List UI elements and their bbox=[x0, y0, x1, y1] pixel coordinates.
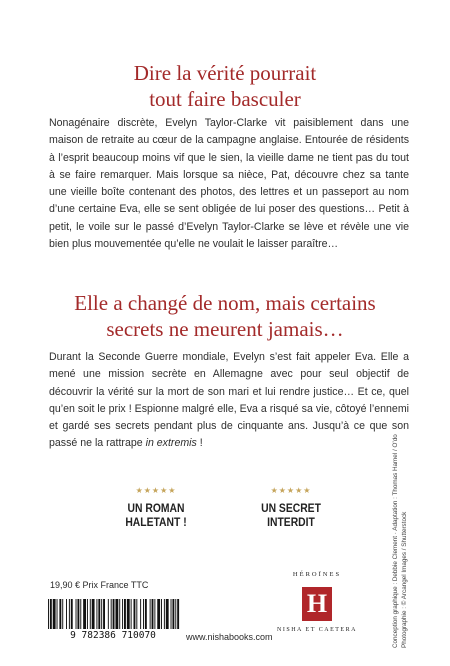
credits-line: Photographie : © Arcangel Images / Shutterstock bbox=[400, 511, 408, 648]
tagline-line: UN ROMAN bbox=[127, 503, 185, 515]
tagline-line: HALETANT ! bbox=[125, 517, 187, 529]
heading-line: Elle a changé de nom, mais certains bbox=[74, 291, 376, 315]
credits-line: Conception graphique : Debbie Clement · Adaptation : Thomas Hamel / O’do bbox=[392, 434, 399, 648]
summary-paragraph-1: Nonagénaire discrète, Evelyn Taylor-Clarke vit paisiblement dans une maison de retraite au cœur de la campagne anglaise. Entourée de résidents à l’esprit beaucoup moins vif que le sien, la vieille dame ne tient pas du tout à se faire remarquer. Mais lorsque sa nièce, Pat, découvre chez sa tante une vieille boîte contenant des photos, des lettres et un passeport au nom d’une certaine Eva, elle se sent obligée de lui poser des questions… Petit à petit, le voile sur le passé d’Evelyn Taylor-Clarke se lève et révèle une vie bien plus mouvementée qu’elle ne voulait le laisser paraître… bbox=[49, 117, 409, 251]
heading-line: tout faire basculer bbox=[149, 87, 301, 111]
rating-stars-icon: ★★★★★ bbox=[270, 486, 312, 495]
logo-bottom-text: NISHA ET CAETERA bbox=[277, 627, 357, 633]
credits-vertical bbox=[392, 413, 409, 648]
tagline-text bbox=[242, 502, 341, 530]
paragraph-text: Durant la Seconde Guerre mondiale, Evelyn s’est fait appeler Eva. Elle a mené une mission secrète en Allemagne avec pour seul objectif de découvrir la vérité sur la mort de son mari et lui rendre justice… Et ce, quel qu’en soit le prix ! Espionne malgré elle, Eva a risqué sa vie, côtoyé l’ennemi et gardé ses secrets pendant plus de cinquante ans. Jusqu’à ce que son passé ne la rattrape bbox=[49, 351, 409, 450]
rating-stars-icon: ★★★★★ bbox=[135, 486, 177, 495]
heading-line: Dire la vérité pourrait bbox=[133, 61, 317, 85]
tagline-line: INTERDIT bbox=[267, 517, 315, 529]
price-label: 19,90 € Prix France TTC bbox=[50, 580, 149, 590]
paragraph-end: ! bbox=[196, 437, 203, 450]
logo-h-icon: H bbox=[302, 587, 332, 621]
heading-truth bbox=[40, 60, 410, 112]
review-tagline-1 bbox=[101, 486, 211, 530]
tagline-text bbox=[107, 502, 206, 530]
review-tagline-2 bbox=[236, 486, 346, 530]
publisher-logo bbox=[274, 565, 360, 647]
paragraph-italic: in extremis bbox=[145, 437, 197, 450]
heading-secrets bbox=[40, 290, 410, 342]
tagline-line: UN SECRET bbox=[261, 503, 321, 515]
website-link[interactable]: www.nishabooks.com bbox=[186, 632, 273, 642]
logo-top-text: HÉROÏNES bbox=[292, 571, 342, 578]
heading-line: secrets ne meurent jamais… bbox=[106, 317, 344, 341]
barcode-number: 9 782386 710070 bbox=[46, 629, 180, 643]
summary-paragraph-2 bbox=[49, 349, 409, 453]
